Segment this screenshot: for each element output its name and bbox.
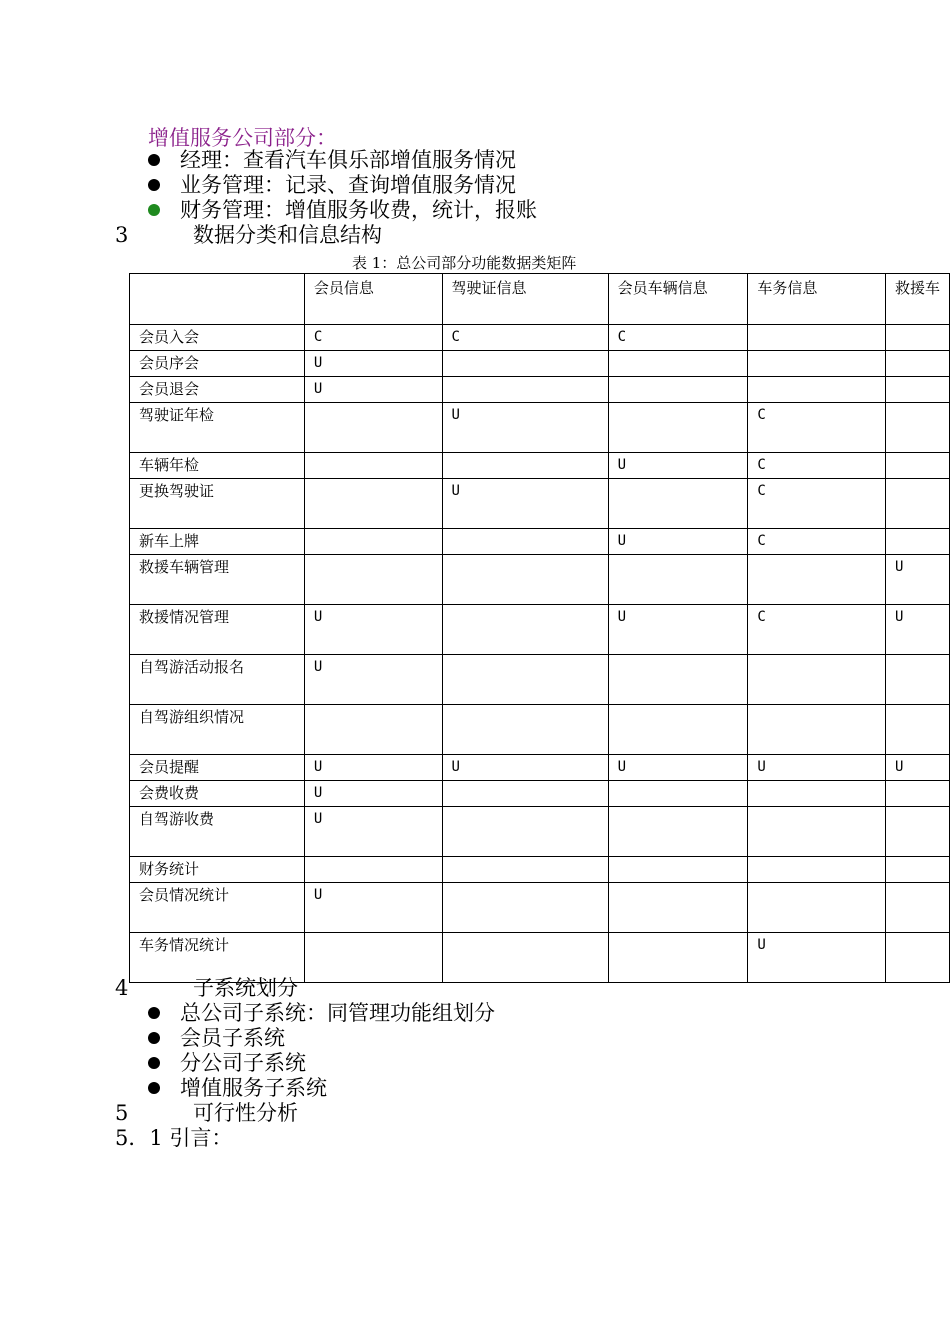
table-row (130, 377, 950, 403)
matrix-cell (608, 781, 748, 807)
bullet-icon (148, 1032, 160, 1044)
matrix-cell (304, 479, 442, 529)
table-row (130, 883, 950, 933)
row-label: 会员情况统计 (130, 883, 305, 933)
table-row (130, 605, 950, 655)
heading-3: 3 数据分类和信息结构 (115, 223, 382, 247)
matrix-cell (442, 605, 608, 655)
table-row (130, 351, 950, 377)
matrix-cell (608, 933, 748, 983)
bullet-icon (148, 1057, 160, 1069)
row-label: 会员提醒 (130, 755, 305, 781)
matrix-cell: C (442, 325, 608, 351)
matrix-cell (442, 807, 608, 857)
matrix-cell (608, 857, 748, 883)
matrix-cell (748, 705, 886, 755)
matrix-cell: U (304, 351, 442, 377)
matrix-cell: U (442, 755, 608, 781)
matrix-cell: U (442, 403, 608, 453)
matrix-cell: U (608, 453, 748, 479)
bullet-icon (148, 154, 160, 166)
matrix-cell (304, 933, 442, 983)
section-title: 增值服务公司部分： (148, 126, 337, 150)
matrix-cell (885, 479, 949, 529)
row-label: 驾驶证年检 (130, 403, 305, 453)
subsystem-item: 总公司子系统：同管理功能组划分 (148, 1001, 495, 1026)
matrix-cell: C (748, 479, 886, 529)
table-row (130, 529, 950, 555)
matrix-cell: U (608, 755, 748, 781)
matrix-cell: U (442, 479, 608, 529)
matrix-cell (885, 883, 949, 933)
matrix-cell (748, 325, 886, 351)
matrix-cell: U (885, 755, 949, 781)
column-header: 驾驶证信息 (442, 274, 608, 325)
matrix-cell (608, 807, 748, 857)
matrix-cell (748, 377, 886, 403)
matrix-cell: U (885, 555, 949, 605)
matrix-cell (748, 807, 886, 857)
matrix-cell: U (304, 883, 442, 933)
matrix-cell (304, 403, 442, 453)
row-label: 车辆年检 (130, 453, 305, 479)
table-row (130, 453, 950, 479)
matrix-cell (885, 529, 949, 555)
matrix-cell: U (885, 605, 949, 655)
bullet-icon (148, 1082, 160, 1094)
matrix-cell (442, 351, 608, 377)
matrix-cell (442, 453, 608, 479)
bullet-icon (148, 1007, 160, 1019)
matrix-cell (304, 857, 442, 883)
matrix-cell (748, 655, 886, 705)
row-label: 救援车辆管理 (130, 555, 305, 605)
matrix-cell (304, 555, 442, 605)
heading-5: 5 可行性分析 (115, 1101, 298, 1125)
matrix-cell (885, 781, 949, 807)
matrix-cell (442, 933, 608, 983)
table-row (130, 933, 950, 983)
table-row (130, 807, 950, 857)
matrix-cell (748, 857, 886, 883)
matrix-cell (442, 555, 608, 605)
table-row (130, 655, 950, 705)
subsystem-item: 分公司子系统 (148, 1051, 306, 1076)
matrix-cell: U (304, 655, 442, 705)
matrix-cell (885, 377, 949, 403)
matrix-cell (608, 705, 748, 755)
bullet-item: 财务管理：增值服务收费，统计，报账 (148, 198, 537, 223)
row-label: 自驾游活动报名 (130, 655, 305, 705)
matrix-cell (304, 529, 442, 555)
table-row (130, 403, 950, 453)
matrix-cell: C (748, 529, 886, 555)
row-label: 自驾游组织情况 (130, 705, 305, 755)
matrix-cell (885, 403, 949, 453)
row-label: 财务统计 (130, 857, 305, 883)
row-label: 新车上牌 (130, 529, 305, 555)
matrix-cell: U (748, 933, 886, 983)
table-row (130, 325, 950, 351)
matrix-cell (304, 705, 442, 755)
table-caption: 表 1：总公司部分功能数据类矩阵 (352, 254, 577, 272)
matrix-cell: C (748, 605, 886, 655)
matrix-cell (442, 655, 608, 705)
matrix-cell (442, 883, 608, 933)
bullet-item: 经理：查看汽车俱乐部增值服务情况 (148, 148, 516, 173)
matrix-cell: U (304, 807, 442, 857)
matrix-cell (885, 933, 949, 983)
matrix-cell (885, 325, 949, 351)
column-header: 救援车 (885, 274, 949, 325)
row-label: 救援情况管理 (130, 605, 305, 655)
matrix-cell (885, 857, 949, 883)
table-header-row (130, 274, 950, 325)
column-header: 会员信息 (304, 274, 442, 325)
matrix-cell (748, 555, 886, 605)
row-label: 车务情况统计 (130, 933, 305, 983)
matrix-cell (748, 781, 886, 807)
table-row (130, 755, 950, 781)
bullet-icon (148, 179, 160, 191)
matrix-cell (442, 705, 608, 755)
matrix-cell (885, 453, 949, 479)
matrix-cell: C (748, 403, 886, 453)
matrix-cell (608, 377, 748, 403)
matrix-cell (442, 529, 608, 555)
matrix-cell (304, 453, 442, 479)
matrix-cell (885, 807, 949, 857)
matrix-cell: C (608, 325, 748, 351)
row-label: 会员入会 (130, 325, 305, 351)
matrix-cell (748, 351, 886, 377)
matrix-cell: C (304, 325, 442, 351)
matrix-cell: U (304, 377, 442, 403)
bullet-icon (148, 204, 160, 216)
row-label: 会费收费 (130, 781, 305, 807)
matrix-cell: U (304, 605, 442, 655)
matrix-cell (885, 351, 949, 377)
matrix-cell (608, 655, 748, 705)
table-row (130, 781, 950, 807)
corner-cell (130, 274, 305, 325)
matrix-cell (608, 403, 748, 453)
bullet-item: 业务管理：记录、查询增值服务情况 (148, 173, 516, 198)
matrix-cell: U (748, 755, 886, 781)
column-header: 车务信息 (748, 274, 886, 325)
table-row (130, 479, 950, 529)
matrix-cell (608, 883, 748, 933)
matrix-cell: U (608, 529, 748, 555)
matrix-cell: C (748, 453, 886, 479)
matrix-cell (608, 479, 748, 529)
matrix-cell (608, 351, 748, 377)
row-label: 更换驾驶证 (130, 479, 305, 529)
row-label: 会员序会 (130, 351, 305, 377)
subsystem-item: 会员子系统 (148, 1026, 285, 1051)
matrix-cell (885, 705, 949, 755)
heading-4: 4 子系统划分 (115, 976, 298, 1000)
function-data-matrix (129, 273, 950, 983)
row-label: 会员退会 (130, 377, 305, 403)
matrix-cell (608, 555, 748, 605)
table-row (130, 857, 950, 883)
heading-5-1: 5．1 引言： (115, 1126, 233, 1150)
table-row (130, 705, 950, 755)
subsystem-item: 增值服务子系统 (148, 1076, 327, 1101)
matrix-cell (442, 377, 608, 403)
matrix-cell (442, 781, 608, 807)
table-row (130, 555, 950, 605)
matrix-cell: U (304, 781, 442, 807)
row-label: 自驾游收费 (130, 807, 305, 857)
matrix-cell: U (304, 755, 442, 781)
column-header: 会员车辆信息 (608, 274, 748, 325)
matrix-cell: U (608, 605, 748, 655)
matrix-cell (442, 857, 608, 883)
matrix-cell (885, 655, 949, 705)
matrix-cell (748, 883, 886, 933)
